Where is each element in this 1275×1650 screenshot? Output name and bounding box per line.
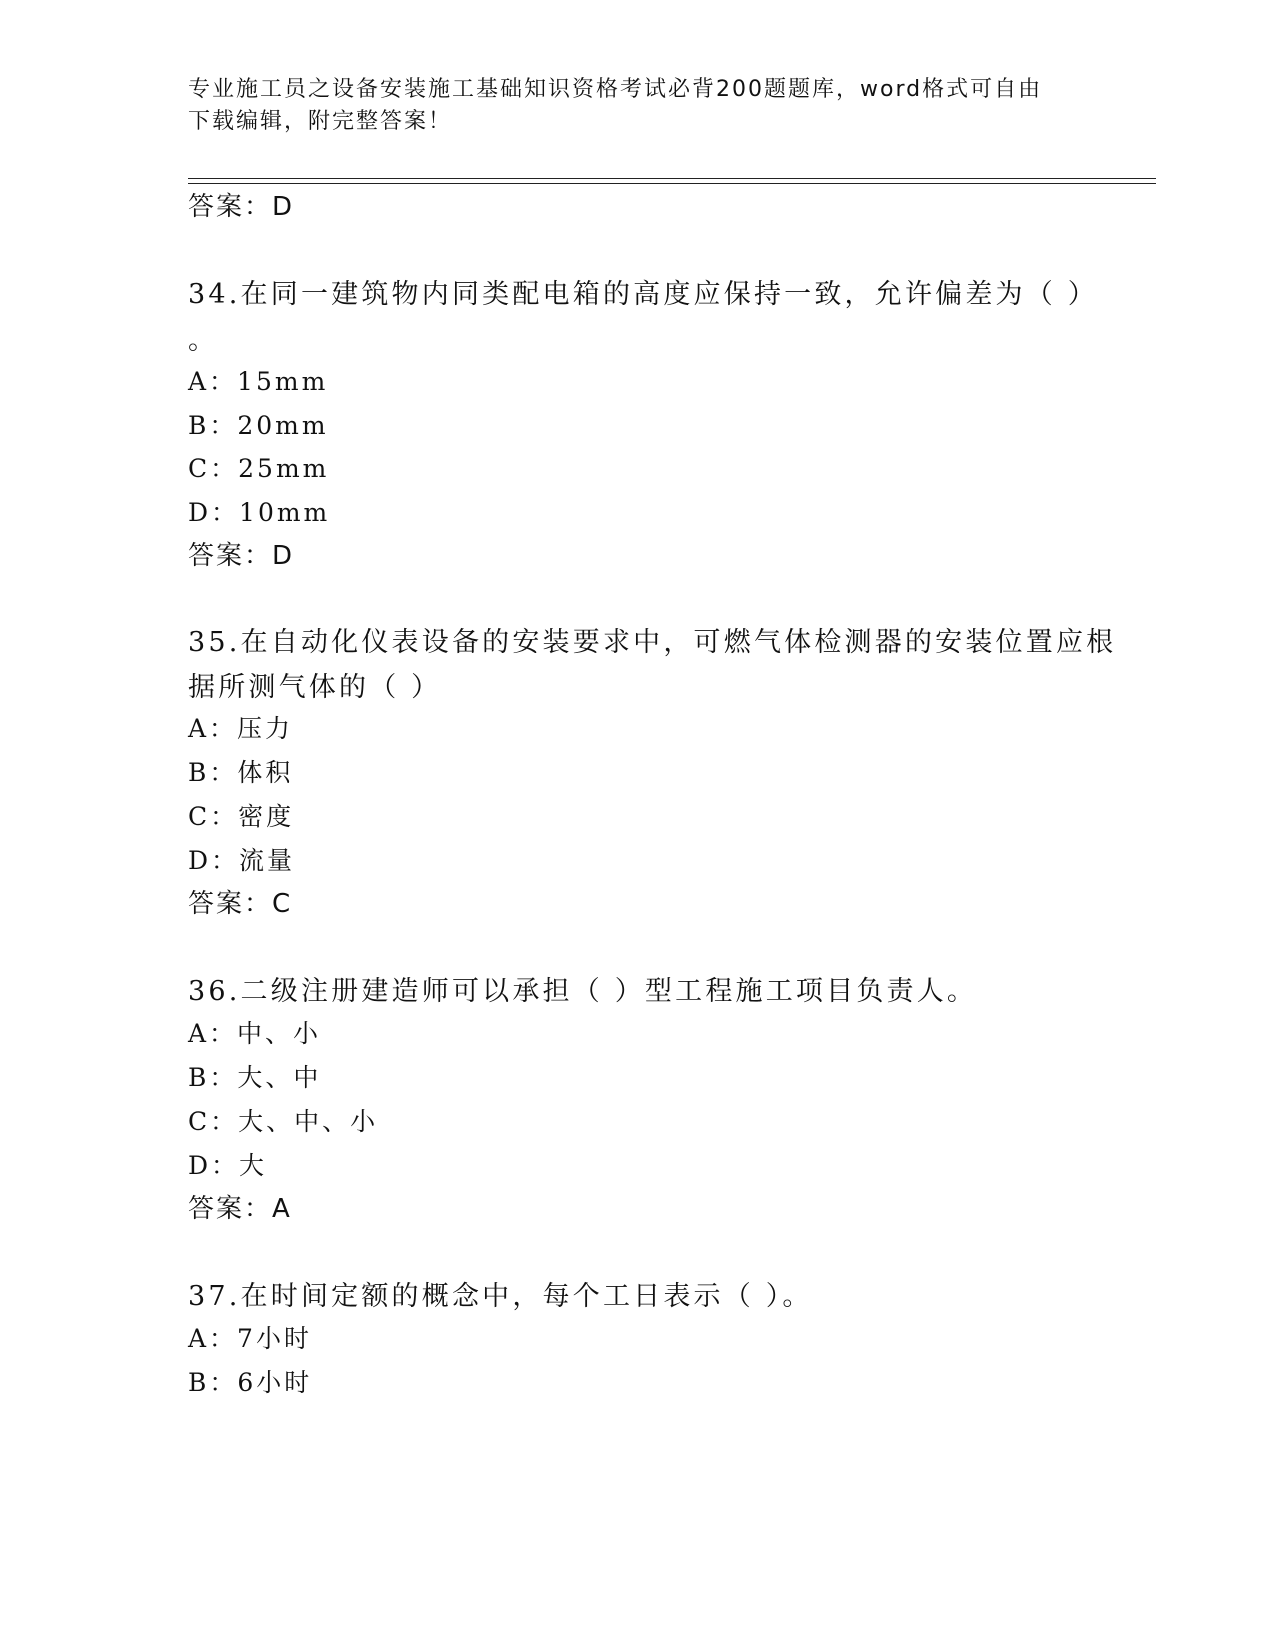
question-37-text: 37.在时间定额的概念中，每个工日表示（ ）。	[188, 1281, 813, 1312]
option-d: D：大	[188, 1151, 268, 1180]
option-a: A：7小时	[188, 1324, 312, 1353]
header-line-1: 专业施工员之设备安装施工基础知识资格考试必背200题题库，word格式可自由	[188, 77, 1043, 102]
header-divider-bottom	[188, 183, 1156, 184]
option-d: D：流量	[188, 846, 296, 875]
option-c: C：大、中、小	[188, 1107, 379, 1136]
option-a: A：压力	[188, 714, 294, 743]
option-b: B：体积	[188, 758, 294, 787]
answer-line: 答案：C	[188, 889, 293, 919]
option-c: C：密度	[188, 802, 295, 831]
option-a: A：15mm	[188, 367, 329, 396]
option-d: D：10mm	[188, 498, 331, 527]
question-34-text: 34.在同一建筑物内同类配电箱的高度应保持一致，允许偏差为（ ）	[188, 279, 1098, 310]
option-b: B：大、中	[188, 1063, 322, 1092]
question-35-text-cont: 据所测气体的（ ）	[188, 672, 442, 703]
question-34-text-cont: 。	[188, 325, 219, 356]
question-36-text: 36.二级注册建造师可以承担（ ）型工程施工项目负责人。	[188, 976, 978, 1007]
header-line-2: 下载编辑，附完整答案！	[188, 109, 453, 134]
option-a: A：中、小	[188, 1019, 322, 1048]
question-35-text: 35.在自动化仪表设备的安装要求中，可燃气体检测器的安装位置应根	[188, 627, 1117, 658]
option-c: C：25mm	[188, 454, 330, 483]
header-divider-top	[188, 178, 1156, 179]
answer-line: 答案：D	[188, 192, 295, 222]
answer-line: 答案：A	[188, 1194, 292, 1224]
answer-line: 答案：D	[188, 541, 295, 571]
document-header	[188, 74, 1068, 138]
option-b: B：6小时	[188, 1368, 313, 1397]
option-b: B：20mm	[188, 411, 329, 440]
